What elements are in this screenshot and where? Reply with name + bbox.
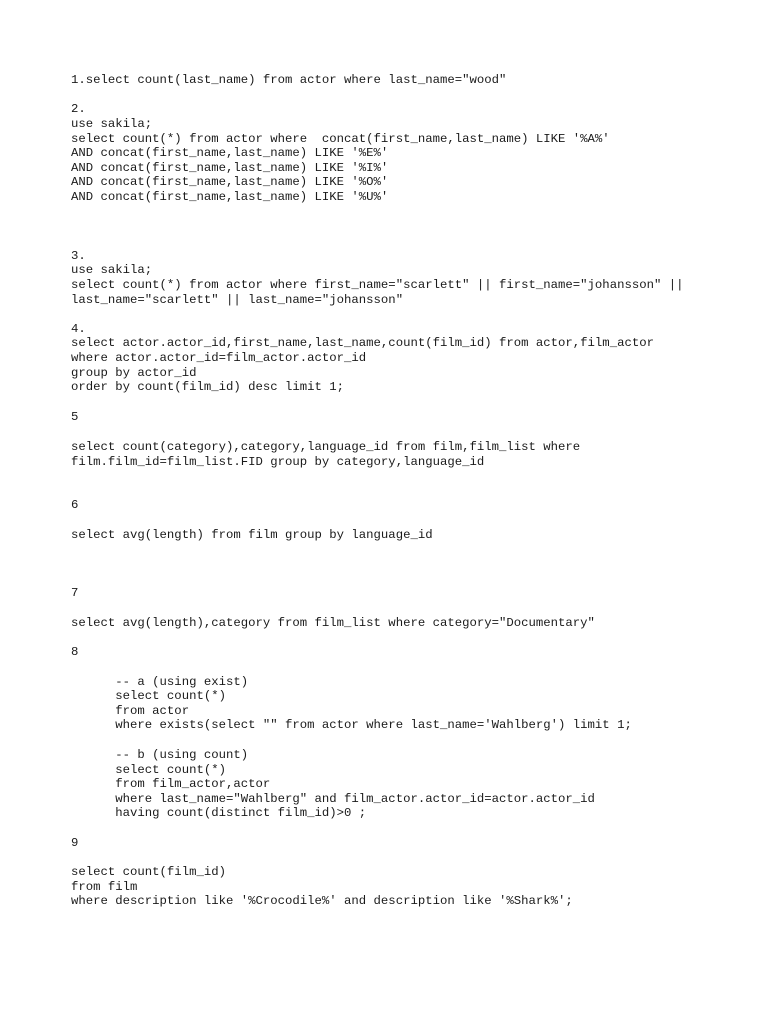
q7-query-line: select avg(length),category from film_list where category="Documentary" <box>71 616 595 630</box>
q6-number: 6 <box>71 498 79 512</box>
q5-query-line: film.film_id=film_list.FID group by category,language_id <box>71 455 485 469</box>
q2-use-line: use sakila; <box>71 117 153 131</box>
q2-and-line: AND concat(first_name,last_name) LIKE '%I%' <box>71 161 389 175</box>
q8a-query-line: from actor <box>71 704 190 718</box>
q4-query-line: where actor.actor_id=film_actor.actor_id <box>71 351 367 365</box>
q9-number: 9 <box>71 836 79 850</box>
q9-query-line: select count(film_id) <box>71 865 226 879</box>
q4-number: 4. <box>71 322 86 336</box>
q5-query-line: select count(category),category,language_id from film,film_list where <box>71 440 581 454</box>
q7-number: 7 <box>71 586 79 600</box>
q9-query-line: where description like '%Crocodile%' and description like '%Shark%'; <box>71 894 573 908</box>
q2-and-line: AND concat(first_name,last_name) LIKE '%E%' <box>71 146 389 160</box>
q5-number: 5 <box>71 410 79 424</box>
q8b-comment: -- b (using count) <box>71 748 249 762</box>
q4-query-line: order by count(film_id) desc limit 1; <box>71 380 345 394</box>
q2-select-line: select count(*) from actor where concat(first_name,last_name) LIKE '%A%' <box>71 132 610 146</box>
q2-number: 2. <box>71 102 86 116</box>
q8b-query-line: having count(distinct film_id)>0 ; <box>71 806 367 820</box>
q3-select-line: last_name="scarlett" || last_name="johansson" <box>71 293 404 307</box>
q8a-comment: -- a (using exist) <box>71 675 249 689</box>
q8b-query-line: from film_actor,actor <box>71 777 271 791</box>
q2-and-line: AND concat(first_name,last_name) LIKE '%U%' <box>71 190 389 204</box>
q8-number: 8 <box>71 645 79 659</box>
q8a-query-line: select count(*) <box>71 689 226 703</box>
q1-query-line: 1.select count(last_name) from actor where last_name="wood" <box>71 73 507 87</box>
q4-query-line: select actor.actor_id,first_name,last_name,count(film_id) from actor,film_actor <box>71 336 654 350</box>
q8b-query-line: where last_name="Wahlberg" and film_actor.actor_id=actor.actor_id <box>71 792 595 806</box>
q8b-query-line: select count(*) <box>71 763 226 777</box>
q8a-query-line: where exists(select "" from actor where last_name='Wahlberg') limit 1; <box>71 718 632 732</box>
q3-use-line: use sakila; <box>71 263 153 277</box>
q3-number: 3. <box>71 249 86 263</box>
q6-query-line: select avg(length) from film group by language_id <box>71 528 433 542</box>
q9-query-line: from film <box>71 880 138 894</box>
q3-select-line: select count(*) from actor where first_name="scarlett" || first_name="johansson" || <box>71 278 684 292</box>
q2-and-line: AND concat(first_name,last_name) LIKE '%O%' <box>71 175 389 189</box>
q4-query-line: group by actor_id <box>71 366 197 380</box>
